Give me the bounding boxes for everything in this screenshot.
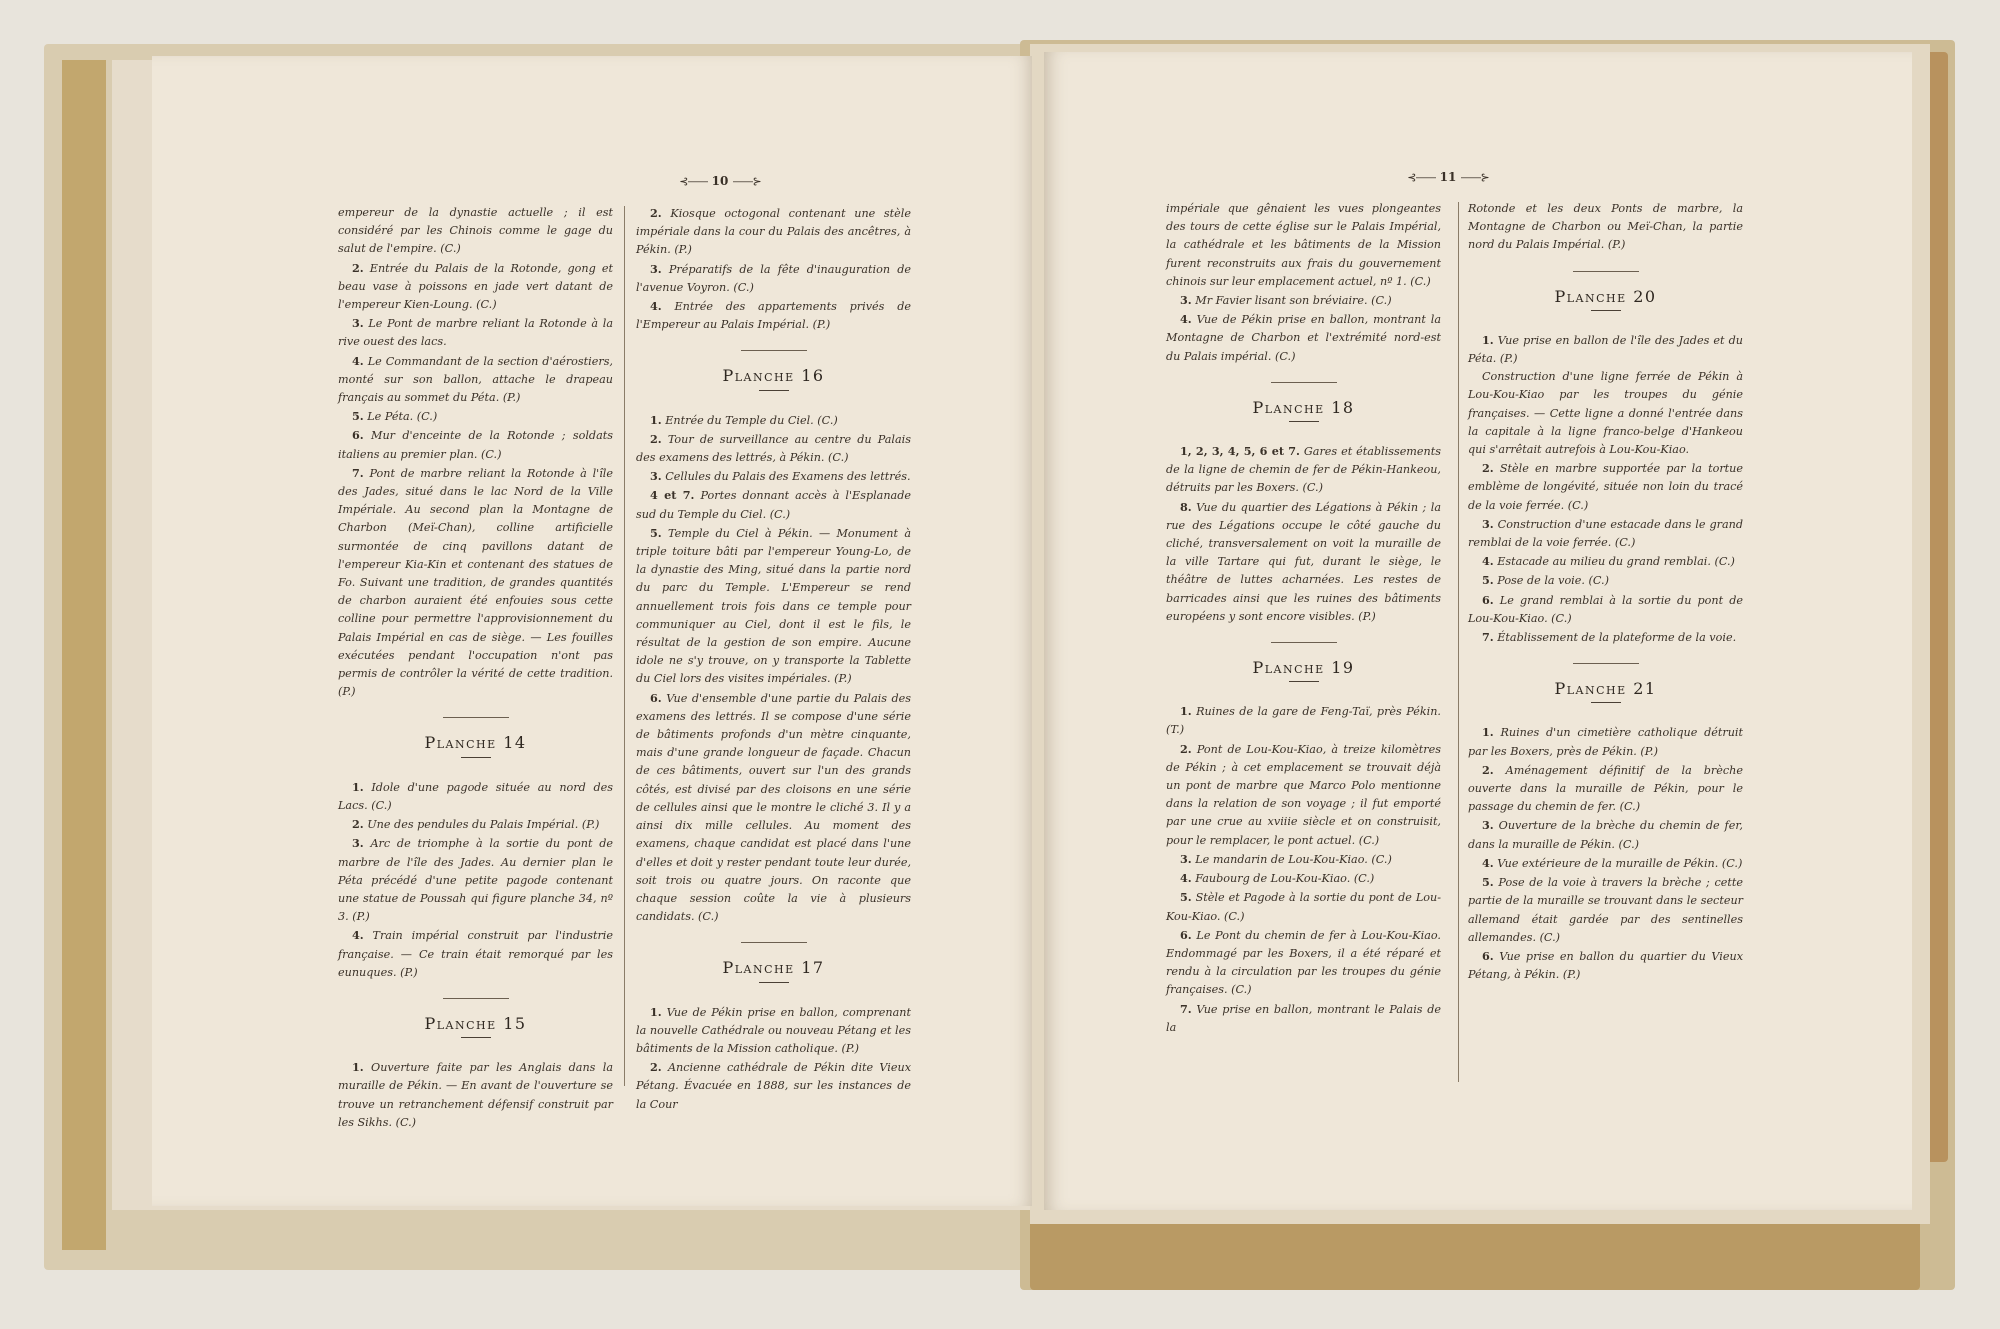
entry-number: 6. <box>650 690 662 705</box>
entry-number: 6. <box>1180 927 1192 942</box>
entry-number: 5. <box>650 525 662 540</box>
entry-text: Temple du Ciel à Pékin. — Monument à triple toiture bâti par l'empereur Young-Lo, de la dynastie des Ming, situé dans la partie nord du parc du Temple. L'Empereur se rend annuellement trois fois dans ce temple pour communiquer au Ciel, dont il est le fils, le résultat de la gestion de son empire. Aucune idole ne s'y trouve, on y transporte la Tablette du Ciel lors des visites impériales. (P.) <box>636 526 911 686</box>
entry-line <box>1468 552 1743 571</box>
entry-text: Gares et établissements de la ligne de chemin de fer de Pékin-Hankeou, détruits par les Boxers. (C.) <box>1166 445 1441 495</box>
entry-text: Ancienne cathédrale de Pékin dite Vieux Pétang. Évacuée en 1888, sur les instances de la Cour <box>636 1061 911 1111</box>
entry-text: Pont de marbre reliant la Rotonde à l'île des Jades, situé dans le lac Nord de la Ville Impériale. Au second plan la Montagne de Charbon (Meï-Chan), colline artificielle surmontée de cinq pavillons datant de l'empereur Kia-Kin et contenant des statues de Fo. Suivant une tradition, de grandes quantités de charbon auraient été enfouies sous cette colline pour permettre l'approvisionnement du Palais Impérial en cas de siège. — Les fouilles exécutées pendant l'occupation n'ont pas permis de contrôler la vérité de cette tradition. (P.) <box>338 466 613 699</box>
ornament-right: ——⊱ <box>732 175 761 188</box>
entry-number: 6. <box>1482 592 1494 607</box>
entry-line <box>1468 816 1743 853</box>
entry-line <box>1468 331 1743 368</box>
entry-number: 4. <box>352 353 364 368</box>
planche-heading: Planche 18 <box>1252 397 1355 417</box>
heading-underline <box>461 757 491 758</box>
entry-text: Le mandarin de Lou-Kou-Kiao. (C.) <box>1195 852 1392 866</box>
entry-text: Kiosque octogonal contenant une stèle impériale dans la cour du Palais des ancêtres, à Pékin. (P.) <box>636 207 911 257</box>
entry-line <box>636 204 911 260</box>
entry-line <box>1166 442 1441 498</box>
entry-line <box>1166 888 1441 925</box>
entry-line <box>1468 723 1743 760</box>
planche-heading: Planche 15 <box>424 1013 527 1033</box>
entry-text: Pose de la voie. (C.) <box>1497 574 1609 588</box>
entry-text: Le Commandant de la section d'aérostiers, monté sur son ballon, attache le drapeau français au sommet du Péta. (P.) <box>338 354 613 405</box>
ornament-left: ⊰—— <box>1407 171 1436 184</box>
entry-number: 4 et 7. <box>650 488 695 503</box>
entry-text: Construction d'une ligne ferrée de Pékin à Lou-Kou-Kiao par les troupes du génie françaises. — Cette ligne a donné l'entrée dans la capitale à la ligne franco-belge d'Hankeou qui s'arrêtait autrefois à Lou-Kou-Kiao. <box>1468 370 1743 457</box>
entry-number: 2. <box>352 260 364 275</box>
entry-number: 2. <box>352 817 364 832</box>
right-column-1 <box>1166 200 1441 1037</box>
entry-text: Le Péta. (C.) <box>367 410 438 424</box>
entry-line <box>636 1058 911 1114</box>
ornament-right: ——⊱ <box>1460 171 1489 184</box>
entry-text: Vue de Pékin prise en ballon, montrant la Montagne de Charbon et l'extrémité nord-est du Palais impérial. (C.) <box>1166 313 1441 363</box>
entry-text: Mur d'enceinte de la Rotonde ; soldats italiens au premier plan. (C.) <box>338 429 613 461</box>
cover-gilt-band <box>62 60 106 1250</box>
entry-number: 1. <box>1180 704 1192 719</box>
column-divider <box>1458 202 1459 1082</box>
entry-line <box>1468 591 1743 628</box>
entry-line <box>338 1058 613 1132</box>
left-page <box>152 56 1032 1206</box>
entry-text: Estacade au milieu du grand remblai. (C.) <box>1497 555 1735 569</box>
entry-number: 2. <box>650 1060 662 1075</box>
entry-line <box>1166 200 1441 291</box>
entry-number: 5. <box>1180 890 1192 905</box>
heading-underline <box>1591 702 1621 703</box>
planche-heading: Planche 16 <box>722 366 825 386</box>
planche-heading: Planche 20 <box>1554 286 1657 306</box>
entry-line <box>338 815 613 834</box>
entry-number: 4. <box>650 299 662 314</box>
entry-text: Idole d'une pagode située au nord des Lacs. (C.) <box>338 780 613 812</box>
ornament-left: ⊰—— <box>679 175 708 188</box>
entry-line <box>1468 873 1743 947</box>
entry-number: 1. <box>352 779 364 794</box>
entry-number: 3. <box>352 316 364 331</box>
entry-text: Arc de triomphe à la sortie du pont de marbre de l'île des Jades. Au dernier plan le Péta précédé d'une petite pagode contenant une statue de Poussah qui figure planche 34, nº 3. (P.) <box>338 837 613 924</box>
entry-line <box>636 260 911 297</box>
entry-number: 1. <box>650 412 662 427</box>
section-divider <box>1573 663 1639 664</box>
entry-text: Portes donnant accès à l'Esplanade sud du Temple du Ciel. (C.) <box>636 489 912 521</box>
entry-line <box>636 430 911 467</box>
entry-text: Pose de la voie à travers la brèche ; cette partie de la muraille se trouvant dans le secteur allemand était gardée par des sentinelles allemandes. (C.) <box>1468 876 1743 944</box>
entry-text: Train impérial construit par l'industrie française. — Ce train était remorqué par les eunuques. (P.) <box>338 929 613 979</box>
entry-line <box>338 259 613 315</box>
entry-line <box>338 926 613 982</box>
entry-text: Vue prise en ballon du quartier du Vieux Pétang, à Pékin. (P.) <box>1468 949 1744 982</box>
right-column-2 <box>1468 200 1743 984</box>
entry-text: Ouverture de la brèche du chemin de fer, dans la muraille de Pékin. (C.) <box>1468 819 1743 851</box>
planche-heading: Planche 14 <box>424 733 527 753</box>
section-divider <box>1271 382 1337 383</box>
entry-text: Ruines d'un cimetière catholique détruit par les Boxers, près de Pékin. (P.) <box>1468 726 1743 758</box>
entry-line <box>338 314 613 351</box>
section-divider <box>443 998 509 999</box>
entry-number: 4. <box>1482 554 1494 569</box>
entry-text: Rotonde et les deux Ponts de marbre, la Montagne de Charbon ou Meï-Chan, la partie nord du Palais Impérial. (P.) <box>1468 202 1743 252</box>
entry-text: Tour de surveillance au centre du Palais des examens des lettrés, à Pékin. (C.) <box>636 432 911 465</box>
entry-text: Le grand remblai à la sortie du pont de Lou-Kou-Kiao. (C.) <box>1468 593 1743 625</box>
entry-number: 3. <box>1482 818 1494 833</box>
entry-text: Le Pont du chemin de fer à Lou-Kou-Kiao. Endommagé par les Boxers, il a été réparé et rendu à la circulation par les troupes du génie françaises. (C.) <box>1166 928 1441 997</box>
entry-number: 1. <box>650 1004 662 1019</box>
section-divider <box>1573 271 1639 272</box>
entry-number: 7. <box>1180 1001 1192 1016</box>
entry-line <box>1166 702 1441 739</box>
entry-line <box>636 297 911 334</box>
entry-line <box>636 411 911 430</box>
entry-text: Vue du quartier des Légations à Pékin ; la rue des Légations occupe le côté gauche du cliché, transversalement on voit la muraille de la ville Tartare qui fut, durant le siège, le théâtre de luttes acharnées. Les restes de barricades ainsi que les ruines des bâtiments européens y sont encore visibles. (P.) <box>1166 500 1441 623</box>
entry-line <box>1166 498 1441 626</box>
entry-line <box>338 352 613 408</box>
entry-number: 2. <box>1482 762 1494 777</box>
entry-line <box>636 689 911 927</box>
entry-number: 2. <box>650 431 662 446</box>
entry-line <box>1166 1000 1441 1037</box>
entry-line <box>1468 200 1743 255</box>
page-number: 11 <box>1439 170 1457 184</box>
entry-text: Construction d'une estacade dans le grand remblai de la voie ferrée. (C.) <box>1468 517 1743 550</box>
entry-number: 7. <box>1482 630 1494 645</box>
planche-heading: Planche 21 <box>1554 679 1657 699</box>
entry-line <box>1468 515 1743 552</box>
entry-line <box>1166 926 1441 1000</box>
entry-line <box>1468 947 1743 984</box>
entry-number: 6. <box>1482 948 1494 963</box>
entry-number: 3. <box>1482 516 1494 531</box>
entry-line <box>338 464 613 702</box>
entry-text: Entrée du Palais de la Rotonde, gong et beau vase à poissons en jade vert datant de l'empereur Kien-Loung. (C.) <box>338 261 613 312</box>
entry-line <box>636 1003 911 1059</box>
entry-number: 1, 2, 3, 4, 5, 6 et 7. <box>1180 444 1300 459</box>
entry-text: Établissement de la plateforme de la voie. <box>1497 631 1737 645</box>
entry-line <box>338 834 613 926</box>
entry-number: 4. <box>352 928 364 943</box>
right-page <box>1044 52 1912 1210</box>
heading-underline <box>461 1037 491 1038</box>
entry-line <box>1166 850 1441 869</box>
entry-line <box>1468 761 1743 817</box>
entry-line <box>1166 740 1441 850</box>
heading-underline <box>1591 310 1621 311</box>
heading-underline <box>1289 681 1319 682</box>
entry-text: Pont de Lou-Kou-Kiao, à treize kilomètres de Pékin ; à cet emplacement se trouvait déjà un pont de marbre que Marco Polo mentionne dans la relation de son voyage ; il fut emporté par une crue au xviiie siècle et on construisit, pour le remplacer, le pont actuel. (C.) <box>1166 742 1442 847</box>
entry-number: 4. <box>1180 871 1192 886</box>
entry-number: 6. <box>352 428 364 443</box>
entry-text: Le Pont de marbre reliant la Rotonde à la rive ouest des lacs. <box>338 317 613 349</box>
column-divider <box>624 206 625 1086</box>
entry-line <box>1468 571 1743 590</box>
entry-number: 4. <box>1180 312 1192 327</box>
entry-text: Préparatifs de la fête d'inauguration de l'avenue Voyron. (C.) <box>636 262 911 294</box>
entry-line <box>338 407 613 426</box>
section-divider <box>1271 642 1337 643</box>
page-number: 10 <box>711 174 729 188</box>
entry-line <box>338 778 613 815</box>
entry-text: Entrée du Temple du Ciel. (C.) <box>665 413 838 427</box>
heading-underline <box>1289 421 1319 422</box>
entry-text: Stèle en marbre supportée par la tortue emblème de longévité, située non loin du tracé de la voie ferrée. (C.) <box>1468 462 1743 512</box>
entry-line <box>1468 854 1743 873</box>
entry-text: Cellules du Palais des Examens des lettrés. <box>665 470 911 484</box>
section-divider <box>443 717 509 718</box>
heading-underline <box>759 982 789 983</box>
entry-text: Aménagement définitif de la brèche ouverte dans la muraille de Pékin, pour le passage du chemin de fer. (C.) <box>1468 763 1743 814</box>
entry-number: 1. <box>352 1060 364 1075</box>
entry-number: 5. <box>1482 573 1494 588</box>
entry-text: Vue prise en ballon, montrant le Palais de la <box>1166 1002 1441 1034</box>
entry-number: 8. <box>1180 499 1192 514</box>
entry-line <box>338 204 613 259</box>
entry-text: Une des pendules du Palais Impérial. (P.) <box>367 818 600 832</box>
entry-number: 2. <box>1482 461 1494 476</box>
entry-text: Ouverture faite par les Anglais dans la muraille de Pékin. — En avant de l'ouverture se trouve un retranchement défensif construit par les Sikhs. (C.) <box>338 1061 614 1129</box>
entry-number: 5. <box>1482 875 1494 890</box>
entry-text: Vue de Pékin prise en ballon, comprenant la nouvelle Cathédrale ou nouveau Pétang et les bâtiments de la Mission catholique. (P.) <box>636 1005 912 1055</box>
entry-text: Entrée des appartements privés de l'Empereur au Palais Impérial. (P.) <box>636 300 911 332</box>
entry-text: Mr Favier lisant son bréviaire. (C.) <box>1195 294 1392 308</box>
entry-number: 5. <box>352 409 364 424</box>
entry-text: Stèle et Pagode à la sortie du pont de Lou-Kou-Kiao. (C.) <box>1166 891 1441 923</box>
entry-number: 3. <box>1180 851 1192 866</box>
entry-text: Vue extérieure de la muraille de Pékin. (C.) <box>1497 856 1743 870</box>
entry-line <box>1166 291 1441 310</box>
section-divider <box>741 942 807 943</box>
entry-line <box>636 486 911 523</box>
entry-number: 3. <box>352 836 364 851</box>
section-divider <box>741 350 807 351</box>
entry-number: 7. <box>352 465 364 480</box>
page-number-right <box>1348 170 1548 184</box>
entry-text: Vue prise en ballon de l'île des Jades et du Péta. (P.) <box>1468 333 1744 366</box>
entry-text: Vue d'ensemble d'une partie du Palais des examens des lettrés. Il se compose d'une série de bâtiments profonds d'un mètre cinquante, mais d'une grande longueur de façade. Chacun de ces bâtiments, ouvert sur l'un des grands côtés, est divisé par des cloisons en une série de cellules ainsi que le montre le cliché 3. Il y a ainsi dix mille cellules. Au moment des examens, chaque candidat est placé dans l'une d'elles et doit y rester pendant toute leur durée, soit trois ou quatre jours. On raconte que chaque session coûte la vie à plusieurs candidats. (C.) <box>636 691 911 924</box>
planche-heading: Planche 19 <box>1252 658 1355 678</box>
entry-number: 3. <box>1180 293 1192 308</box>
entry-line <box>1468 459 1743 515</box>
entry-text: empereur de la dynastie actuelle ; il est considéré par les Chinois comme le gage du salut de l'empire. (C.) <box>338 206 613 256</box>
entry-line <box>1166 310 1441 366</box>
left-column-1 <box>338 204 613 1132</box>
entry-number: 1. <box>1482 725 1494 740</box>
page-number-left <box>620 174 820 188</box>
left-column-2 <box>636 204 911 1114</box>
entry-number: 3. <box>650 469 662 484</box>
heading-underline <box>759 390 789 391</box>
entry-number: 2. <box>1180 741 1192 756</box>
entry-line <box>636 524 911 689</box>
planche-heading: Planche 17 <box>722 958 825 978</box>
entry-line <box>636 467 911 486</box>
entry-number: 2. <box>650 206 662 220</box>
entry-text: impériale que gênaient les vues plongeantes des tours de cette église sur le Palais Impérial, la cathédrale et les bâtiments de la Mission furent reconstruits aux frais du gouvernement chinois sur leur emplacement actuel, nº 1. (C.) <box>1166 202 1441 288</box>
entry-line <box>338 426 613 463</box>
entry-text: Faubourg de Lou-Kou-Kiao. (C.) <box>1195 872 1375 886</box>
entry-text: Ruines de la gare de Feng-Taï, près Pékin. (T.) <box>1166 705 1441 737</box>
entry-line <box>1166 869 1441 888</box>
entry-number: 1. <box>1482 332 1494 347</box>
entry-number: 4. <box>1482 855 1494 870</box>
entry-line <box>1468 628 1743 647</box>
entry-line <box>1468 368 1743 459</box>
entry-number: 3. <box>650 261 662 276</box>
